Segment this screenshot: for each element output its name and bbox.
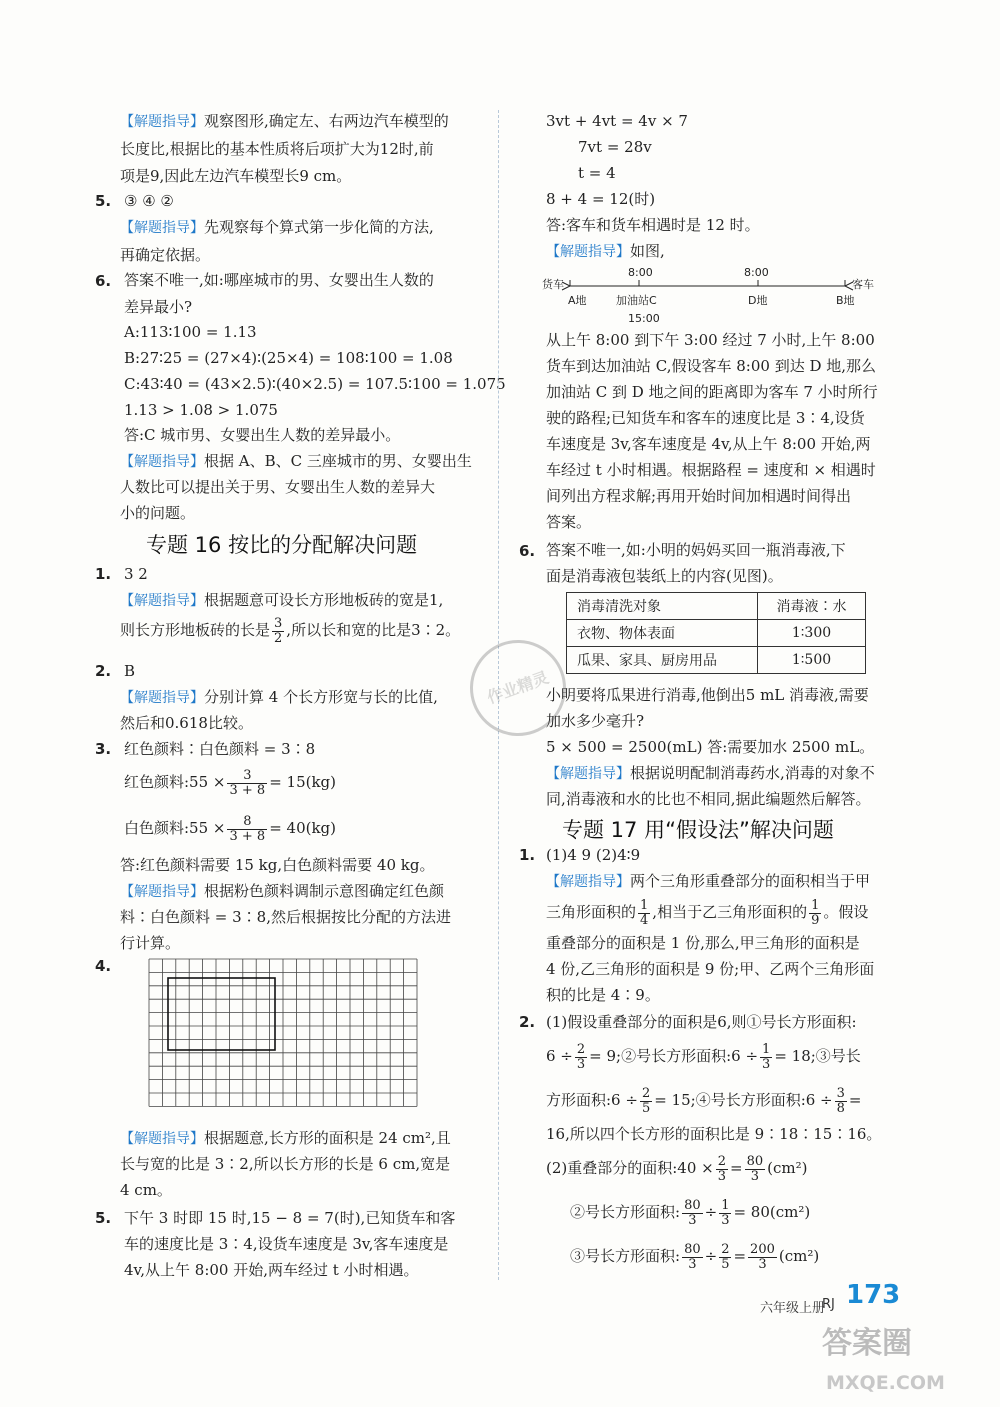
point-a-label: A地 bbox=[568, 294, 587, 307]
text-line: 差异最小? bbox=[124, 298, 193, 316]
text-line: 4v,从上午 8:00 开始,两车经过 t 小时相遇。 bbox=[124, 1261, 419, 1279]
hint-line: 【解题指导】如图, bbox=[546, 242, 665, 260]
truck-label: 货车 bbox=[542, 278, 564, 291]
item-number: 2. bbox=[519, 1013, 536, 1031]
answer-line: 答:C 城市男、女婴出生人数的差异最小。 bbox=[124, 426, 401, 444]
math-line: 8 + 4 = 12(时) bbox=[546, 190, 656, 208]
text-line: 答案不唯一,如:小明的妈妈买回一瓶消毒液,下 bbox=[546, 541, 846, 559]
text-line: 加水多少毫升? bbox=[546, 712, 645, 730]
math-line: 1.13 > 1.08 > 1.075 bbox=[124, 401, 278, 419]
fraction: $\frac{80}{3}$ bbox=[684, 1241, 701, 1272]
text-line: 项是9,因此左边汽车模型长9 cm。 bbox=[120, 167, 352, 185]
math-line: C:43∶40 = (43×2.5)∶(40×2.5) = 107.5∶100 = 1.075 bbox=[124, 375, 506, 393]
table-cell: 1∶500 bbox=[758, 647, 866, 674]
point-d-label: D地 bbox=[748, 294, 768, 307]
fraction: $\frac{80}{3}$ bbox=[746, 1153, 764, 1184]
text-line: 积的比是 4∶9。 bbox=[546, 986, 660, 1004]
text-line: 间列出方程求解;再用开始时间加相遇时间得出 bbox=[546, 487, 852, 505]
grid-figure bbox=[148, 958, 420, 1116]
text-line: 答案。 bbox=[546, 513, 592, 531]
bus-label: 客车 bbox=[852, 278, 874, 291]
text-line: 小的问题。 bbox=[120, 504, 196, 522]
section-title: 专题 17 用“假设法”解决问题 bbox=[562, 818, 834, 842]
text-line: 三角形面积的 $\frac{1}{4}$ ,相当于乙三角形面积的 $\frac{1}{9}$ 。假设 bbox=[546, 897, 869, 928]
text-line: 人数比可以提出关于男、女婴出生人数的差异大 bbox=[120, 478, 436, 496]
answer-line: ③ ④ ② bbox=[124, 192, 174, 210]
math-line: 白色颜料:55 × $\frac{8}{3 + 8}$ = 40(kg) bbox=[124, 813, 337, 844]
text-line: (1)假设重叠部分的面积是6,则①号长方形面积: bbox=[546, 1013, 857, 1031]
route-diagram bbox=[540, 264, 890, 326]
point-b-label: B地 bbox=[836, 294, 855, 307]
text-line: 车经过 t 小时相遇。根据路程 = 速度和 × 相遇时 bbox=[546, 461, 876, 479]
hint-line: 【解题指导】两个三角形重叠部分的面积相当于甲 bbox=[546, 872, 871, 890]
table-cell: 1∶300 bbox=[758, 620, 866, 647]
time-label: 8:00 bbox=[744, 266, 769, 279]
site-logo: MXQE.COM bbox=[826, 1372, 945, 1394]
text-line: 再确定依据。 bbox=[120, 246, 211, 264]
item-number: 1. bbox=[95, 565, 112, 583]
math-line: 红色颜料:55 × $\frac{3}{3 + 8}$ = 15(kg) bbox=[124, 767, 337, 798]
text-line: 长度比,根据比的基本性质将后项扩大为12时,前 bbox=[120, 140, 434, 158]
site-logo-cn: 答案圈 bbox=[822, 1326, 912, 1361]
text-line: 货车到达加油站 C,假设客车 8:00 到达 D 地,那么 bbox=[546, 357, 877, 375]
answer-line: 5 × 500 = 2500(mL) 答:需要加水 2500 mL。 bbox=[546, 738, 875, 756]
table-cell: 衣物、物体表面 bbox=[567, 620, 758, 647]
text-line: 答案不唯一,如:哪座城市的男、女婴出生人数的 bbox=[124, 271, 434, 289]
math-line: B:27∶25 = (27×4)∶(25×4) = 108∶100 = 1.08 bbox=[124, 349, 453, 367]
disinfectant-table bbox=[566, 592, 866, 674]
fraction: $\frac{2}{3}$ bbox=[717, 1153, 727, 1184]
math-line: ②号长方形面积: $\frac{80}{3}$ ÷ $\frac{1}{3}$ = 80(cm²) bbox=[570, 1197, 811, 1228]
hint-line: 【解题指导】根据 A、B、C 三座城市的男、女婴出生 bbox=[120, 452, 472, 470]
fraction: $\frac{3}{8}$ bbox=[836, 1085, 845, 1116]
fraction: $\frac{2}{3}$ bbox=[576, 1041, 586, 1072]
table-header: 消毒清洗对象 bbox=[567, 593, 758, 620]
math-line: t = 4 bbox=[578, 164, 616, 182]
fraction: $\frac{80}{3}$ bbox=[684, 1197, 701, 1228]
text-line: 小明要将瓜果进行消毒,他倒出5 mL 消毒液,需要 bbox=[546, 686, 869, 704]
text-line: 同,消毒液和水的比也不相同,据此编题然后解答。 bbox=[546, 790, 871, 808]
fraction: $\frac{1}{9}$ bbox=[811, 897, 820, 928]
text-line: 车的速度比是 3∶4,设货车速度是 3v,客车速度是 bbox=[124, 1235, 449, 1253]
text-line: 下午 3 时即 15 时,15 − 8 = 7(时),已知货车和客 bbox=[124, 1209, 456, 1227]
edition-label: RJ bbox=[822, 1297, 835, 1312]
table-row bbox=[567, 620, 866, 647]
text-line: 则长方形地板砖的长是 $\frac{3}{2}$ ,所以长和宽的比是3∶2。 bbox=[120, 615, 461, 646]
fraction: $\frac{1}{3}$ bbox=[721, 1197, 730, 1228]
hint-line: 【解题指导】先观察每个算式第一步化简的方法, bbox=[120, 218, 434, 236]
item-number: 4. bbox=[95, 957, 112, 975]
time-label: 15:00 bbox=[628, 312, 660, 325]
table-row bbox=[567, 647, 866, 674]
hint-line: 【解题指导】根据题意,长方形的面积是 24 cm²,且 bbox=[120, 1129, 451, 1147]
fraction: $\frac{2}{5}$ bbox=[721, 1241, 730, 1272]
math-line: 6 ÷ $\frac{2}{3}$ = 9;②号长方形面积:6 ÷ $\frac{1}{3}$ = 18;③号长 bbox=[546, 1041, 861, 1072]
text-line: 驶的路程;已知货车和客车的速度比是 3∶4,设货 bbox=[546, 409, 865, 427]
math-line: A:113∶100 = 1.13 bbox=[124, 323, 257, 341]
item-number: 6. bbox=[95, 272, 112, 290]
item-number: 5. bbox=[95, 1209, 112, 1227]
item-number: 3. bbox=[95, 740, 112, 758]
grade-label: 六年级上册 bbox=[760, 1301, 826, 1316]
math-line: 方形面积:6 ÷ $\frac{2}{5}$ = 15;④号长方形面积:6 ÷ $\frac{3}{8}$ = bbox=[546, 1085, 862, 1116]
text-line: 4 cm。 bbox=[120, 1181, 172, 1199]
answer-line: 答:红色颜料需要 15 kg,白色颜料需要 40 kg。 bbox=[120, 856, 435, 874]
table-header: 消毒液∶水 bbox=[758, 593, 866, 620]
fraction: $\frac{1}{4}$ bbox=[640, 897, 649, 928]
math-line: ③号长方形面积: $\frac{80}{3}$ ÷ $\frac{2}{5}$ = $\frac{200}{3}$ (cm²) bbox=[570, 1241, 820, 1272]
text-line: 面是消毒液包装纸上的内容(见图)。 bbox=[546, 567, 783, 585]
fraction: $\frac{1}{3}$ bbox=[762, 1041, 771, 1072]
text-line: 重叠部分的面积是 1 份,那么,甲三角形的面积是 bbox=[546, 934, 860, 952]
text-line: 4 份,乙三角形的面积是 9 份;甲、乙两个三角形面 bbox=[546, 960, 875, 978]
item-number: 2. bbox=[95, 662, 112, 680]
hint-line: 【解题指导】根据题意可设长方形地板砖的宽是1, bbox=[120, 591, 444, 609]
point-c-label: 加油站C bbox=[616, 294, 657, 307]
text-line: 从上午 8:00 到下午 3:00 经过 7 小时,上午 8:00 bbox=[546, 331, 875, 349]
section-title: 专题 16 按比的分配解决问题 bbox=[146, 533, 418, 557]
fraction: $\frac{3}{2}$ bbox=[274, 615, 283, 646]
fraction: $\frac{200}{3}$ bbox=[750, 1241, 775, 1272]
answer-line: 3 2 bbox=[124, 565, 148, 583]
math-line: 红色颜料∶白色颜料 = 3∶8 bbox=[124, 740, 316, 758]
time-label: 8:00 bbox=[628, 266, 653, 279]
item-number: 1. bbox=[519, 846, 536, 864]
fraction: $\frac{8}{3 + 8}$ bbox=[229, 813, 266, 844]
text-line: 长与宽的比是 3∶2,所以长方形的长是 6 cm,宽是 bbox=[120, 1155, 451, 1173]
answer-line: B bbox=[124, 662, 136, 680]
item-number: 5. bbox=[95, 192, 112, 210]
watermark-stamp: 作业精灵 bbox=[456, 626, 579, 749]
fraction: $\frac{3}{3 + 8}$ bbox=[229, 767, 266, 798]
hint-line: 【解题指导】分别计算 4 个长方形宽与长的比值, bbox=[120, 688, 438, 706]
hint-line: 【解题指导】根据粉色颜料调制示意图确定红色颜 bbox=[120, 882, 445, 900]
table-row bbox=[567, 593, 866, 620]
math-line: 3vt + 4vt = 4v × 7 bbox=[546, 112, 688, 130]
text-line: 行计算。 bbox=[120, 934, 181, 952]
page-number: 173 bbox=[846, 1280, 901, 1310]
answer-line: (1)4 9 (2)4∶9 bbox=[546, 846, 641, 864]
text-line: 16,所以四个长方形的面积比是 9∶18∶15∶16。 bbox=[546, 1125, 882, 1143]
table-cell: 瓜果、家具、厨房用品 bbox=[567, 647, 758, 674]
answer-line: 答:客车和货车相遇时是 12 时。 bbox=[546, 216, 760, 234]
text-line: 加油站 C 到 D 地之间的距离即为客车 7 小时所行 bbox=[546, 383, 878, 401]
item-number: 6. bbox=[519, 542, 536, 560]
math-line: (2)重叠部分的面积:40 × $\frac{2}{3}$ = $\frac{80}{3}$ (cm²) bbox=[546, 1153, 808, 1184]
text-line: 料∶白色颜料 = 3∶8,然后根据按比分配的方法进 bbox=[120, 908, 451, 926]
text-line: 然后和0.618比较。 bbox=[120, 714, 253, 732]
fraction: $\frac{2}{5}$ bbox=[641, 1085, 651, 1116]
math-line: 7vt = 28v bbox=[578, 138, 652, 156]
hint-line: 【解题指导】根据说明配制消毒药水,消毒的对象不 bbox=[546, 764, 875, 782]
text-line: 车速度是 3v,客车速度是 4v,从上午 8:00 开始,两 bbox=[546, 435, 871, 453]
hint-line: 【解题指导】观察图形,确定左、右两边汽车模型的 bbox=[120, 112, 449, 130]
